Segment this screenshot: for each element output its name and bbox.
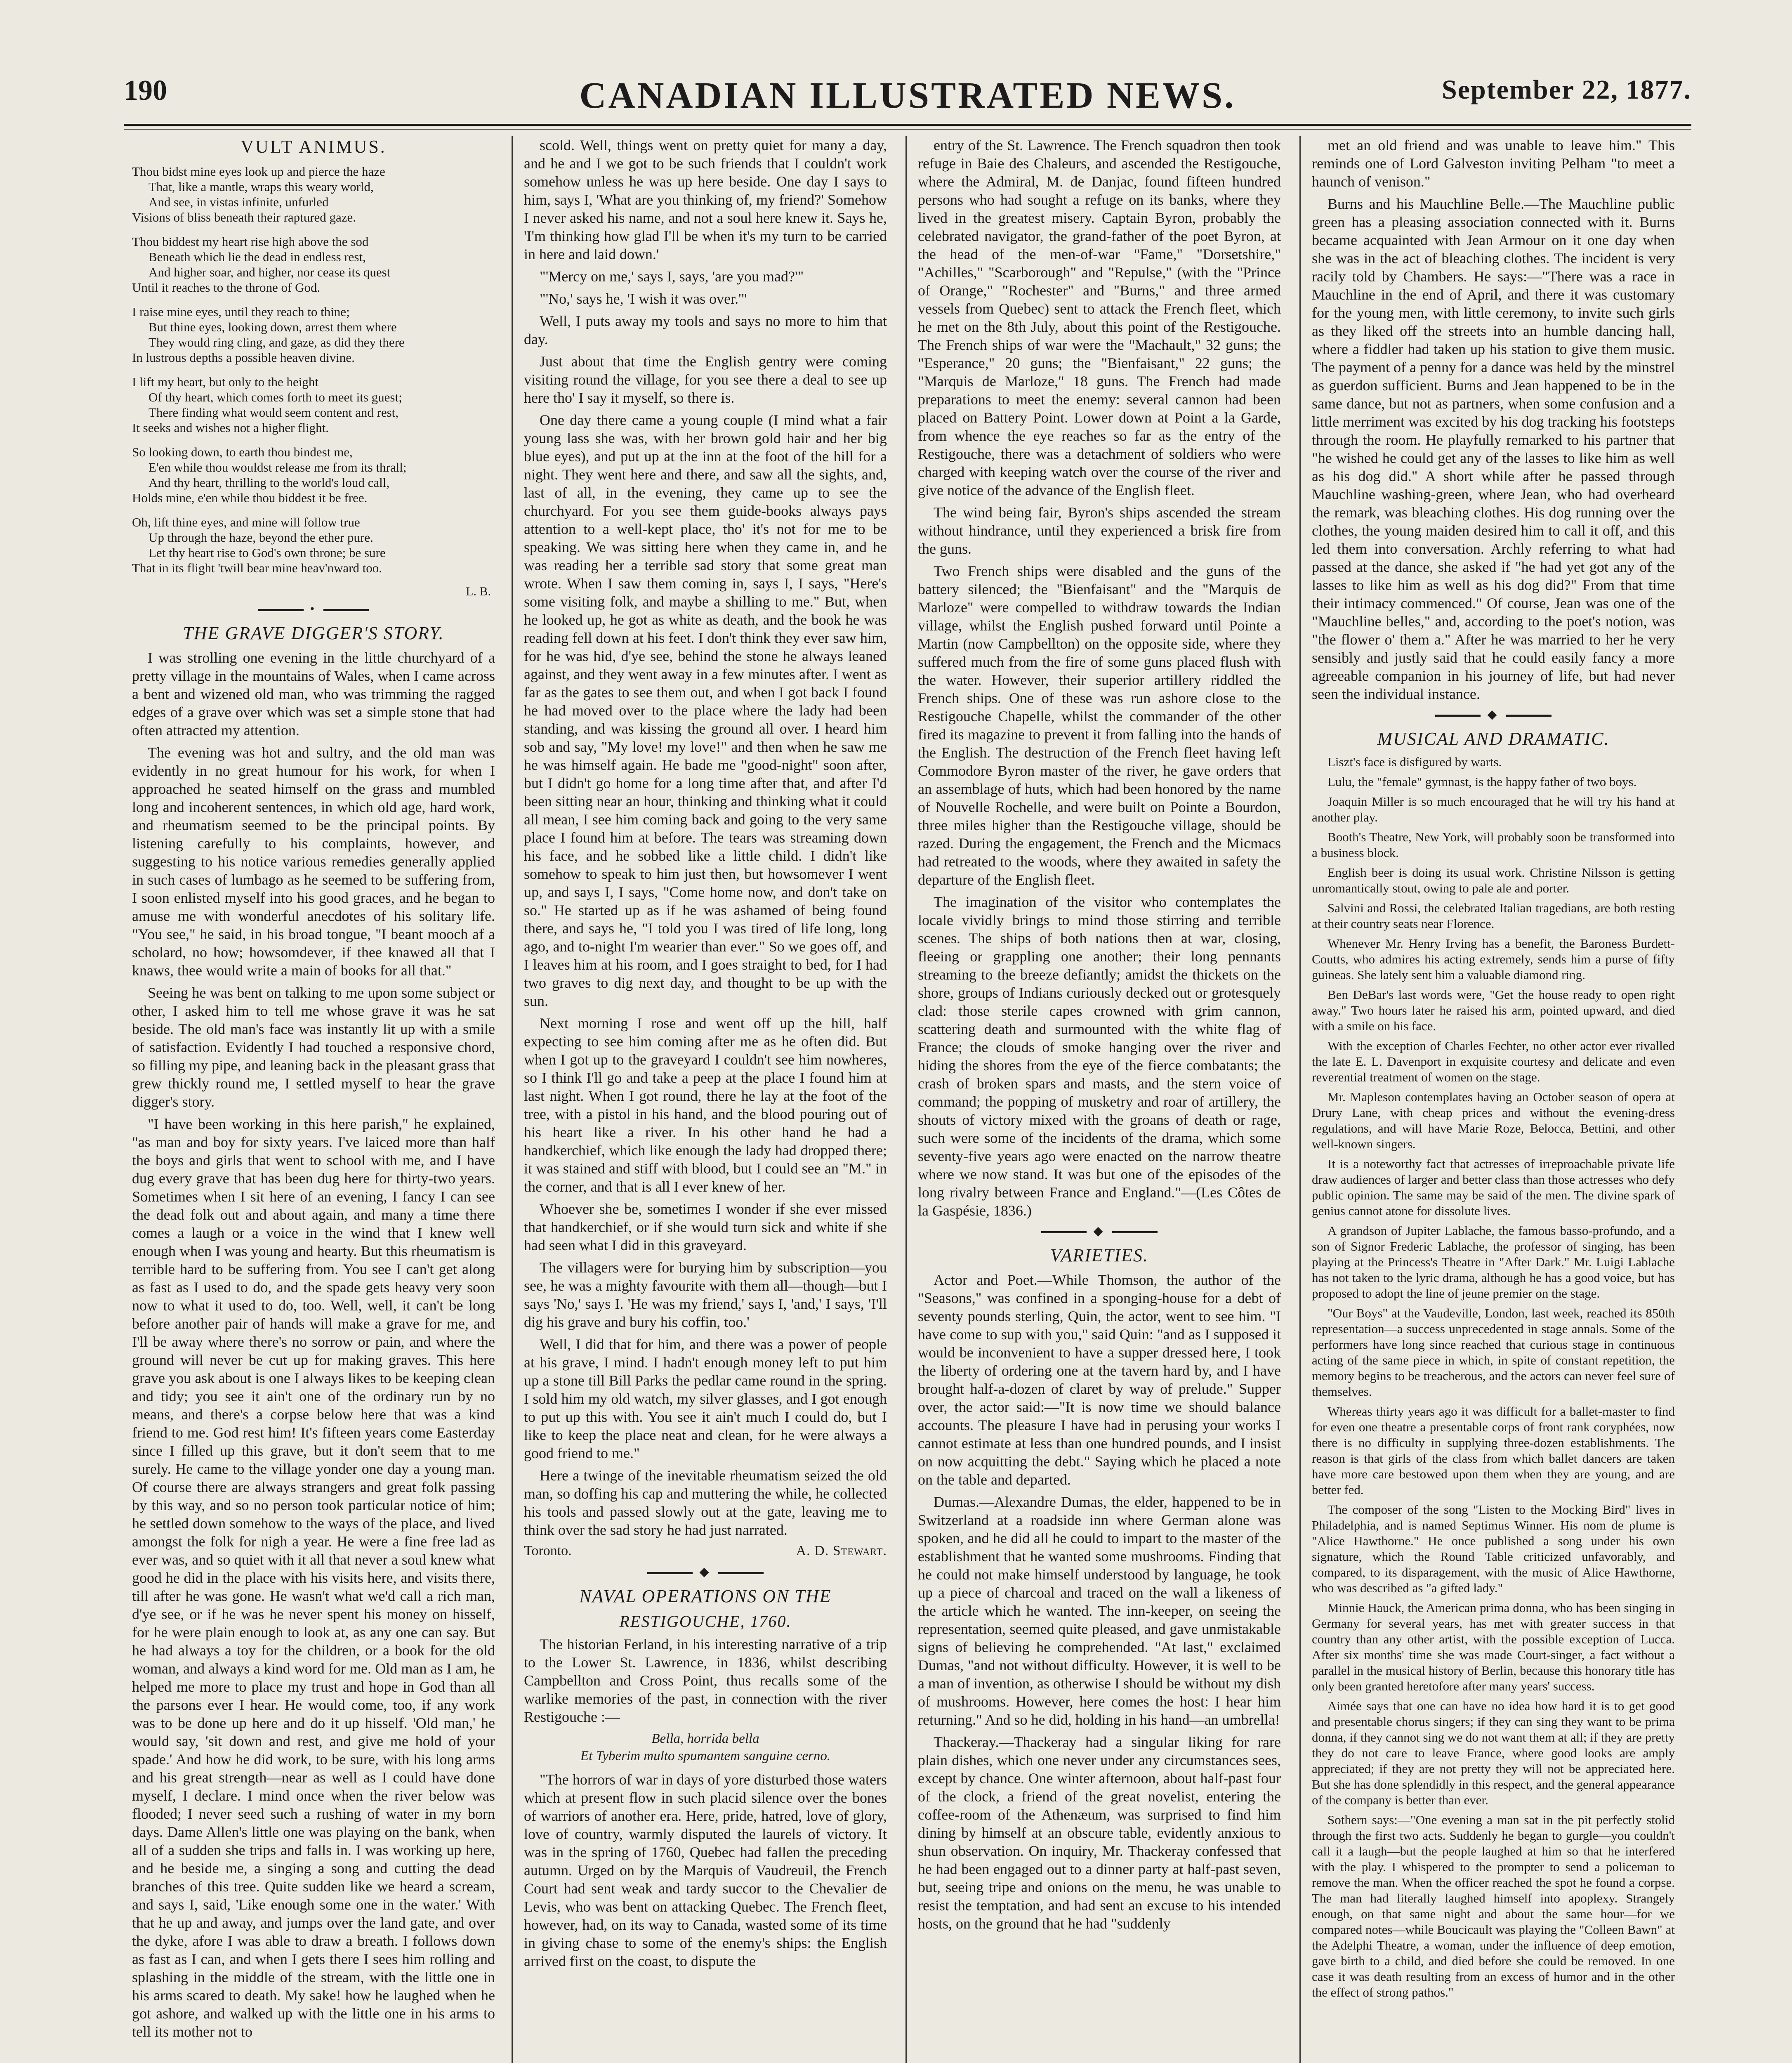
news-item: Whenever Mr. Henry Irving has a benefit, the Baroness Burdett-Coutts, who admires his acting extremely, sends him a purse of fifty guineas. She lately sent him a valuable diamond ring. — [1312, 936, 1675, 982]
ornament-divider: ◆ — [918, 1224, 1281, 1238]
article-paragraph: Just about that time the English gentry were coming visiting round the village, for you see there a deal to see up here tho' I say it myself, so there is. — [524, 353, 887, 406]
poem-line: Thou bidst mine eyes look up and pierce the haze — [132, 164, 385, 179]
poem-stanza — [132, 515, 495, 576]
article-paragraph: Well, I did that for him, and there was a power of people at his grave, I mind. I hadn't enough money left to put him up a stone till Bill Parks the pedlar came round in the spring. I sold him my old watch, my silver glasses, and I got enough to put up this with. You see it ain't much I could do, but I like to keep the place neat and clean, for he were always a good friend to me." — [524, 1336, 887, 1461]
poem-line: That, like a mantle, wraps this weary world, — [149, 179, 374, 194]
article-paragraph: The villagers were for burying him by subscription—you see, he was a mighty favourite with them all—though—but I says 'No,' says I. 'He was my friend,' says I, 'and,' I says, 'I'll dig his grave and bury his coffin, too.' — [524, 1259, 887, 1330]
news-item: Liszt's face is disfigured by warts. — [1327, 755, 1502, 769]
article-paragraph: Thackeray.—Thackeray had a singular liking for rare plain dishes, which one never under any circumstances sees, except by chance. One winter afternoon, about half-past four of the clock, a friend of the great novelist, entering the coffee-room of the Athenæum, was surprised to find him dining by himself at an obscure table, evidently anxious to shun observation. On inquiry, Mr. Thackeray confessed that he had been engaged out to a dinner party at half-past seven, but, seeing tripe and onions on the menu, he was unable to resist the temptation, and had sent an excuse to his intended hosts, on the ground that he had "suddenly — [918, 1734, 1281, 1932]
poem-line: Oh, lift thine eyes, and mine will follow true — [132, 515, 360, 529]
article-heading: THE GRAVE DIGGER'S STORY. — [183, 623, 444, 643]
poem-line: I raise mine eyes, until they reach to thine; — [132, 304, 350, 319]
poem-stanza — [132, 304, 495, 365]
poem-line: But thine eyes, looking down, arrest them where — [149, 320, 397, 334]
poem-stanza — [132, 234, 495, 295]
column-3 — [918, 136, 1281, 2063]
poem-line: There finding what would seem content and rest, — [149, 405, 399, 420]
poem-line: Beneath which lie the dead in endless rest, — [149, 250, 366, 264]
poem-stanza — [132, 444, 495, 505]
news-item: Lulu, the "female" gymnast, is the happy father of two boys. — [1327, 774, 1637, 789]
ornament-divider: • — [132, 602, 495, 616]
news-item: Sothern says:—"One evening a man sat in the pit perfectly stolid through the first two acts. Suddenly he began to gurgle—you couldn't call it a laugh—but the people laughed at him so that he interfered with the play. I whispered to the prompter to send a policeman to remove the man. When the officer reached the spot he found a corpse. The man had literally laughed himself into apoplexy. Strangely enough, on that same night and about the same hour—for we compared notes—while Boucicault was playing the "Colleen Bawn" at the Adelphi Theatre, a woman, under the influence of deep emotion, gave birth to a child, and died before she could be removed. In one case it was death resulting from an excess of humor and in the other the effect of strong pathos." — [1312, 1813, 1675, 1999]
article-paragraph: "'Mercy on me,' says I, says, 'are you mad?'" — [540, 268, 804, 285]
latin-verse — [524, 1730, 887, 1765]
column-4 — [1312, 136, 1675, 2063]
article-paragraph: Dumas.—Alexandre Dumas, the elder, happened to be in Switzerland at a roadside inn where German alone was spoken, and he did all he could to impart to the master of the establishment that he wanted some mushrooms. Finding that he could not make himself understood by language, he took up a piece of charcoal and traced on the wall a likeness of the article which he wanted. The inn-keeper, on seeing the representation, seemed quite pleased, and gave unmistakable signs of believing he comprehended. "At last," exclaimed Dumas, "and not without difficulty. However, it is well to be a man of invention, as otherwise I should be without my dish of mushrooms. However, here comes the host: I hear him returning." And so he did, holding in his hand—an umbrella! — [918, 1494, 1281, 1728]
article-paragraph: The historian Ferland, in his interesting narrative of a trip to the Lower St. Lawrence, in 1836, whilst describing Campbellton and Cross Point, thus recalls some of the warlike memories of the past, in connection with the river Restigouche :— — [524, 1636, 887, 1725]
article-paragraph: I was strolling one evening in the little churchyard of a pretty village in the mountains of Wales, when I came across a bent and wizened old man, who was trimming the ragged edges of a grave over which was set a simple stone that had often attracted my attention. — [132, 649, 495, 739]
article-paragraph: scold. Well, things went on pretty quiet for many a day, and he and I we got to be such friends that I couldn't work somehow unless he was up here beside. One day I says to him, says I, 'What are you thinking of, my friend?' Somehow I never asked his name, and not a soul here knew it. Says he, 'I'm thinking how glad I'll be when it's my turn to be carried in here and laid down.' — [524, 137, 887, 262]
ornament-divider: ◆ — [1312, 707, 1675, 722]
news-item: Aimée says that one can have no idea how hard it is to get good and presentable chorus singers; if they can sing they want to be prima donna, if they cannot sing we do not want them at all; if they are pretty they do not care to leave France, where good looks are amply appreciated; if they are not pretty they will not be appreciated here. But she has done splendidly in this respect, and the general appearance of the company is better than ever. — [1312, 1699, 1675, 1807]
verse-line: Et Tyberim multo spumantem sanguine cerno. — [580, 1749, 831, 1763]
column-divider — [512, 136, 513, 2063]
article-subheading: RESTIGOUCHE, 1760. — [619, 1612, 792, 1631]
article-paragraph: Next morning I rose and went off up the hill, half expecting to see him coming after me as he often did. But when I got up to the graveyard I couldn't see him nowheres, so I think I'll go and take a peep at the place I found him at last night. When I got round, there he lay at the foot of the tree, with a pistol in his hand, and the blood pouring out of his heart like a river. In his other hand he had a handkerchief, which like enough the lady had dropped there; it was stained and stiff with blood, but I could see an "M." in the corner, and that is all I ever knew of her. — [524, 1015, 887, 1195]
article-paragraph: Burns and his Mauchline Belle.—The Mauchline public green has a pleasing association connected with it. Burns became acquainted with Jean Armour on it one day when she was in the act of bleaching clothes. The incident is very racily told by Chambers. He says:—"There was a race in Mauchline in the end of April, and there it was customary for the young men, with little ceremony, to invite such girls as they liked off the streets into an humble dancing hall, where a fiddler had taken up his station to give them music. The payment of a penny for a dance was held by the minstrel as guerdon sufficient. Burns and Jean happened to be in the same dance, but not as partners, when some confusion and a little merriment was excited by his dog tracking his footsteps through the room. He playfully remarked to his partner that "he wished he could get any of the lasses to like him as well as his dog did." A short while after he passed through Mauchline washing-green, where Jean, who had overheard the remark, was bleaching clothes. His dog running over the clothes, the young maiden desired him to call it off, and this led them into conversation. Archly referring to what had passed at the dance, she asked if "he had yet got any of the lasses to like him as well as his dog did?" From that time their intimacy commenced." Of course, Jean was one of the "Mauchline belles," and, according to the poet's notion, was "the flower o' them a." After he was married to her he very sensibly and justly said that he could easily fancy a more agreeable companion in his journey of life, but had never seen the individual instance. — [1312, 196, 1675, 702]
poem-stanza — [132, 164, 495, 225]
article-paragraph: Whoever she be, sometimes I wonder if she ever missed that handkerchief, or if she would turn sick and white if she had seen what I did in this graveyard. — [524, 1201, 887, 1253]
article-paragraph: The evening was hot and sultry, and the old man was evidently in no great humour for his work, for when I approached he seated himself on the grass and mumbled long and incoherent sentences, in which old age, hard work, and rheumatism seemed to be the principal points. By listening carefully to his complaints, however, and suggesting to his notice various remedies generally applied in such cases of lumbago as he seemed to be suffering from, I soon enlisted myself into his good graces, and he began to amuse me with wonderful anecdotes of his solitary life. "You see," he said, in his broad tongue, "I beant mooch af a scholard, no how; howsomdever, if thee knawed all that I knaws, thee would write a main of books for all that." — [132, 744, 495, 979]
news-item: "Our Boys" at the Vaudeville, London, last week, reached its 850th representation—a success unprecedented in stage annals. Some of the performers have long since reached that curious stage in continuous acting of the same piece in which, in spite of constant repetition, the memory begins to be treacherous, and the actors can never feel sure of themselves. — [1312, 1306, 1675, 1399]
masthead-rule-thin — [124, 129, 1691, 130]
article-paragraph: entry of the St. Lawrence. The French squadron then took refuge in Baie des Chaleurs, and ascended the Restigouche, where the Admiral, M. de Danjac, found fifteen hundred persons who had sought a refuge on its banks, where they lived in the greatest misery. Captain Byron, probably the celebrated navigator, the grand-father of the poet Byron, at the head of the men-of-war "Fame," "Dorsetshire," "Achilles," "Scarborough" and "Repulse," (with the "Prince of Orange," "Rochester" and "Burns," and three armed vessels from Quebec) sent to attack the French fleet, which he met on the 8th July, about this point of the Restigouche. The French ships of war were the "Machault," 32 guns; the "Esperance," 20 guns; the "Bienfaisant," 22 guns; the "Marquis de Marloze," 18 guns. The French had made preparations to meet the enemy: several cannon had been placed on Battery Point. Lower down at Point a la Garde, from whence the eye reaches so far as the entry of the Restigouche, there was a detachment of soldiers who were charged with keeping watch over the course of the river and give notice of the advance of the English fleet. — [918, 137, 1281, 498]
poem-line: E'en while thou wouldst release me from its thrall; — [149, 460, 407, 474]
column-1 — [132, 136, 495, 2063]
poem-line: Until it reaches to the throne of God. — [132, 280, 321, 295]
article-heading: VARIETIES. — [1050, 1245, 1148, 1265]
ornament-divider: ◆ — [524, 1565, 887, 1579]
poem-line: Of thy heart, which comes forth to meet its guest; — [149, 390, 402, 404]
poem-line: And higher soar, and higher, nor cease its quest — [149, 265, 391, 279]
verse-line: Bella, horrida bella — [651, 1731, 759, 1746]
newspaper-title: CANADIAN ILLUSTRATED NEWS. — [579, 75, 1236, 116]
article-paragraph: Actor and Poet.—While Thomson, the author of the "Seasons," was confined in a sponging-house for a debt of seventy pounds sterling, Quin, the actor, went to see him. "I have come to sup with you," said Quin: "and as I supposed it would be inconvenient to have a supper dressed here, I took the liberty of ordering one at the tavern hard by, and I have brought half-a-dozen of claret by way of prelude." Supper over, the actor said:—"It is now time we should balance accounts. The pleasure I have had in perusing your works I cannot estimate at less than one hundred pounds, and I insist on now acquitting the debt." Saying which he placed a note on the table and departed. — [918, 1272, 1281, 1488]
poem-title: VULT ANIMUS. — [241, 137, 387, 157]
article-paragraph: "The horrors of war in days of yore disturbed those waters which at present flow in such placid silence over the bones of warriors of another era. Here, pride, hatred, love of glory, love of country, warmly disputed the laurels of victory. It was in the spring of 1760, Quebec had fallen the preceding autumn. Urged on by the Marquis of Vaudreuil, the French Court had sent weak and tardy succor to the Chevalier de Levis, who was bent on attacking Quebec. The French fleet, however, had, on its way to Canada, wasted some of its time in giving chase to some of the enemy's ships: the English arrived first on the coast, to dispute the — [524, 1771, 887, 1969]
poem-line: Thou biddest my heart rise high above the sod — [132, 234, 369, 249]
article-paragraph: The imagination of the visitor who contemplates the locale vividly brings to mind those stirring and terrible scenes. The ships of both nations then at war, closing, fleeing or grappling one another; their long pennants streaming to the breeze defiantly; amidst the thickets on the shore, groups of Indians curiously decked out or grotesquely clad: those sterile capes crowned with grim cannon, scattering death and surmounted with the white flag of France; the clouds of smoke hanging over the river and hiding the shores from the eye of the fierce combatants; the crash of broken spars and masts, and the stern voice of command; the popping of musketry and roar of artillery, the shouts of victory mixed with the groans of death or rage, such were some of the incidents of the drama, which some seventy-five years ago were enacted on the narrow theatre where we now stand. It was but one of the episodes of the long rivalry between France and England."—(Les Côtes de la Gaspésie, 1836.) — [918, 894, 1281, 1219]
poem-line: And thy heart, thrilling to the world's loud call, — [149, 475, 390, 490]
poem-line: They would ring cling, and gaze, as did they there — [149, 335, 405, 349]
article-paragraph: Well, I puts away my tools and says no more to him that day. — [524, 313, 887, 347]
poem-line: In lustrous depths a possible heaven divine. — [132, 350, 355, 365]
poem-line: I lift my heart, but only to the height — [132, 375, 318, 389]
news-item: Mr. Mapleson contemplates having an October season of opera at Drury Lane, with cheap prices and without the evening-dress regulations, and will have Marie Roze, Belocca, Bettini, and other well-known singers. — [1312, 1090, 1675, 1151]
article-paragraph: The wind being fair, Byron's ships ascended the stream without hindrance, until they experienced a brisk fire from the guns. — [918, 504, 1281, 557]
news-item: A grandson of Jupiter Lablache, the famous basso-profundo, and a son of Signor Frederic Lablache, the professor of singing, has been playing at the Princess's Theatre in "After Dark." Mr. Luigi Lablache has not taken to the lyric drama, although he has a good voice, but has proposed to adopt the line of jeune premier on the stage. — [1312, 1223, 1675, 1301]
masthead-rule — [124, 124, 1691, 126]
news-item: Ben DeBar's last words were, "Get the house ready to open right away." Two hours later he raised his arm, pointed upward, and died with a smile on his face. — [1312, 987, 1675, 1033]
article-paragraph: met an old friend and was unable to leave him." This reminds one of Lord Galveston inviting Pelham "to meet a haunch of venison." — [1312, 137, 1675, 190]
poem-line: It seeks and wishes not a higher flight. — [132, 420, 329, 435]
news-item: Whereas thirty years ago it was difficult for a ballet-master to find for even one theatre a presentable corps of front rank coryphées, now there is no difficulty in supplying three-dozen establishments. The reason is that girls of the class from which ballet dancers are taken have more care bestowed upon them when they are young, and are better fed. — [1312, 1404, 1675, 1497]
poem-line: Holds mine, e'en while thou biddest it be free. — [132, 491, 368, 505]
column-divider — [1299, 136, 1301, 2063]
poem-signature: L. B. — [466, 585, 491, 598]
article-paragraph: "I have been working in this here parish," he explained, "as man and boy for sixty years. I've laiced more than half the boys and girls that went to school with me, and I have dug every grave that has been dug here for thirty-two years. Sometimes when I sit here of an evening, I fancy I can see the dead folk out and about again, and many a time there comes a laugh or a voice in the wind that I knew well enough when I was young and hearty. But this rheumatism is terrible hard to be suffering from. You see I can't get along as fast as I used to do, and the spade gets heavy very soon now to what it used to do, too. Well, well, it can't be long before another pair of hands will make a grave for me, and I'll be away where there's no sorrow or pain, and where the ground will never be cut up for making graves. This here grave you ask about is one I always likes to be keeping clean and tidy; you see it ain't one of the ordinary run by no means, and there's a corpse below here that was a kind friend to me. God rest him! It's fifteen years come Easterday since I filled up this grave, but it don't seem that to me surely. He came to the village yonder one day a young man. Of course there are always strangers and great folk passing by this way, and so no person took particular notice of him; he settled down somehow to the ways of the place, and lived amongst the folk for nigh a year. He were a fine free lad as ever was, and so quiet with it all that never a soul knew what good he did in the place with his visits here, and visits there, till after he was gone. He wasn't what we'd call a rich man, d'ye see, or if he was he never spent his money on hisself, for he were plain enough to look at, as any one can say. But he had always a toy for the children, or a book for the old woman, and always a kind word for me. Old man as I am, he helped me more to place my trust and hope in God than all the parsons ever I hear. He would come, too, if any work was to be done up here and do it up hisself. 'Old man,' he would say, 'sit down and rest, and give me hold of your spade.' And how he did work, to be sure, with his long arms and his great strength—near as well as I could have done myself, I declare. I mind once when the river below was flooded; I never seed such a rushing of water in my born days. Dame Allen's little one was playing on the bank, when all of a sudden she trips and falls in. I was working up here, and he beside me, a singing a song and cutting the dead branches of this tree. Quite sudden like we heard a scream, and says I, said, 'Like enough some one in the water.' With that he up and away, and jumps over the land gate, and over the dyke, afore I was able to draw a breath. I follows down as fast as I can, and when I gets there I sees him rolling and splashing in the middle of the stream, with the little one in his arms scared to death. My sake! how he laughed when he got ashore, and walked up with the little one in his arms to tell its mother not to — [132, 1116, 495, 2040]
news-item: Joaquin Miller is so much encouraged that he will try his hand at another play. — [1312, 794, 1675, 824]
news-item: Minnie Hauck, the American prima donna, who has been singing in Germany for several years, has met with greater success in that country than any other artist, with the possible exception of Lucca. After six months' time she was made Court-singer, a fact without a parallel in the musical history of Berlin, because this honorary title has only been granted heretofore after many years' success. — [1312, 1600, 1675, 1693]
poem-stanza — [132, 374, 495, 435]
news-item: English beer is doing its usual work. Christine Nilsson is getting unromantically stout, owing to pale ale and porter. — [1312, 865, 1675, 895]
poem-line: Up through the haze, beyond the ether pure. — [149, 530, 373, 545]
article-paragraph: "'No,' says he, 'I wish it was over.'" — [540, 290, 747, 307]
news-item: Booth's Theatre, New York, will probably soon be transformed into a business block. — [1312, 830, 1675, 860]
news-item: The composer of the song "Listen to the Mocking Bird" lives in Philadelphia, and is named Septimus Winner. His nom de plume is "Alice Hawthorne." He once published a song under his own signature, which the Round Table criticized unfavorably, and compared, to its disparagement, with the music of Alice Hawthorne, who was described as "a gifted lady." — [1312, 1502, 1675, 1595]
article-paragraph: Two French ships were disabled and the guns of the battery silenced; the "Bienfaisant" and the "Marquis de Marloze" were compelled to withdraw towards the Indian village, whilst the English pushed forward until Pointe a Martin (now Campbellton) on the opposite side, where they suffered much from the fire of some guns placed flush with the water. However, their superior artillery riddled the French ships. One of these was run ashore close to the Restigouche Chapelle, whilst the commander of the other fired its magazine to prevent it from falling into the hands of the English. The destruction of the French fleet having left Commodore Byron master of the river, he gave orders that an assemblage of huts, which had been honored by the name of Nouvelle Rochelle, and were built on Pointe a Bourdon, three miles higher than the Restigouche village, should be razed. During the engagement, the French and the Micmacs had retreated to the woods, where they awaited in safety the departure of the English fleet. — [918, 563, 1281, 888]
issue-date: September 22, 1877. — [1441, 75, 1691, 105]
column-2 — [524, 136, 887, 2063]
poem-line: Let thy heart rise to God's own throne; be sure — [149, 545, 386, 560]
poem-line: That in its flight 'twill bear mine heav'nward too. — [132, 561, 382, 575]
news-item: Salvini and Rossi, the celebrated Italian tragedians, are both resting at their country seats near Florence. — [1312, 901, 1675, 931]
article-paragraph: Here a twinge of the inevitable rheumatism seized the old man, so doffing his cap and muttering the while, he collected his tools and passed slowly out at the gate, leaving me to think over the sad story he had just narrated. — [524, 1467, 887, 1538]
poem-line: So looking down, to earth thou bindest me, — [132, 445, 353, 459]
poem-line: And see, in vistas infinite, unfurled — [149, 195, 329, 209]
article-paragraph: One day there came a young couple (I mind what a fair young lass she was, with her brown gold hair and her big blue eyes), and put up at the inn at the foot of the hill for a night. They went here and there, and saw all the sights, and, last of all, in the evening, they came up to see the churchyard. For you see them guide-books always pays attention to a well-kept place, tho' it's not for me to be speaking. We was sitting here when they came in, and he was reading her a terrible sad story that some great man wrote. When I saw them coming in, says I, I says, "Here's some visiting folk, and maybe a shilling to me." But, when he looked up, he got as white as death, and the book he was reading fell down at his feet. I don't think they ever saw him, for he was hid, d'ye see, behind the stone he always leaned against, and they went away in a few minutes after. I went as far as the gates to see them out, and when I got back I found he had moved over to the place where the lady had been standing, and was kissing the ground all over. I heard him sob and say, "My love! my love!" and then when he saw me he was himself again. He bade me "good-night" soon after, but I didn't go home for a long time after that, and after I'd been sitting near an hour, thinking and thinking what it could all mean, I see him coming back and going to the very same place I found him at before. The tears was streaming down his face, and he sobbed like a little child. I didn't like somehow to speak to him just then, but howsomever I went up, and says I, I says, "Come home now, and don't take on so." He started up as if he was ashamed of being found there, and says he, "I told you I was tired of life long, long ago, and to-night I'm wearier than ever." So we goes off, and I leaves him at his room, and I goes straight to bed, for I had two graves to dig next day, and thought to be up with the sun. — [524, 412, 887, 1009]
article-paragraph: Seeing he was bent on talking to me upon some subject or other, I asked him to tell me whose grave it was he sat beside. The old man's face was instantly lit up with a smile of satisfaction. Evidently I had touched a responsive chord, so filling my pipe, and leaning back in the pleasant grass that grew thickly round me, I settled myself to hear the grave digger's story. — [132, 984, 495, 1110]
news-item: With the exception of Charles Fechter, no other actor ever rivalled the late E. L. Davenport in exquisite courtesy and delicate and even reverential treatment of women on the stage. — [1312, 1039, 1675, 1084]
masthead — [124, 74, 1691, 128]
byline-place: Toronto. — [524, 1543, 572, 1558]
news-item: It is a noteworthy fact that actresses of irreproachable private life draw audiences of larger and better class than those actresses who defy public opinion. The same may be said of the men. The divine spark of genius cannot atone for dissolute lives. — [1312, 1157, 1675, 1218]
byline-author: A. D. Stewart. — [796, 1543, 887, 1558]
article-heading: MUSICAL AND DRAMATIC. — [1377, 729, 1610, 749]
page-number: 190 — [124, 75, 167, 106]
article-heading: NAVAL OPERATIONS ON THE — [579, 1586, 832, 1606]
column-divider — [905, 136, 907, 2063]
article-byline — [524, 1543, 887, 1559]
poem-line: Visions of bliss beneath their raptured gaze. — [132, 210, 356, 224]
